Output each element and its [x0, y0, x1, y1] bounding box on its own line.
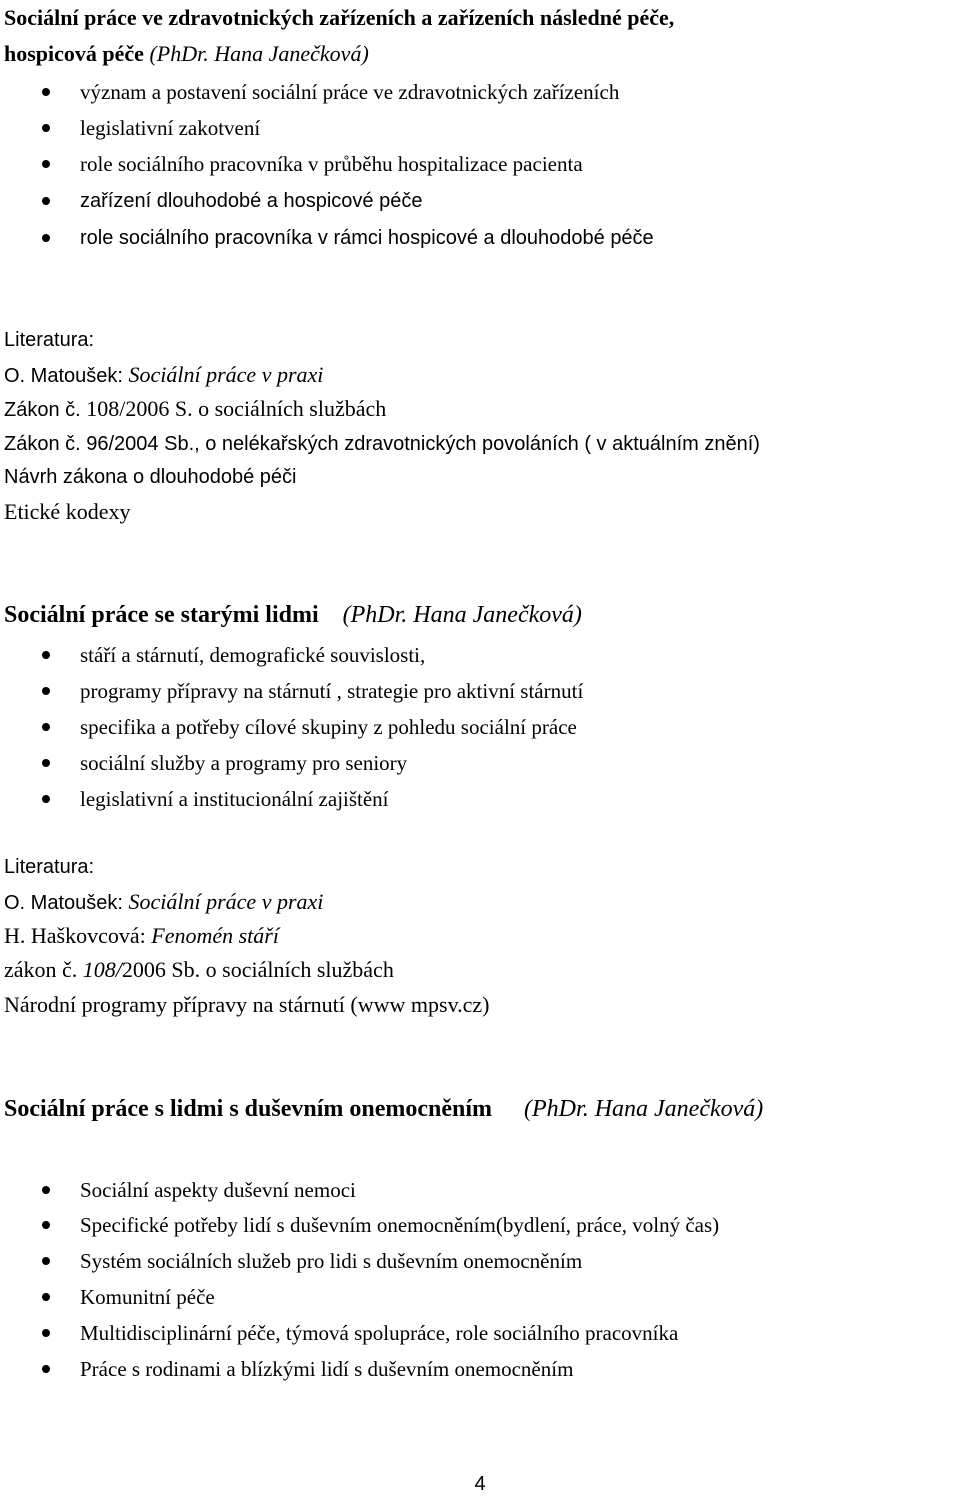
- bullet-icon: [42, 88, 50, 96]
- bullet-icon: [42, 687, 50, 695]
- bullet-icon: [42, 795, 50, 803]
- bullet-icon: [42, 1329, 50, 1337]
- section2-heading: Sociální práce se starými lidmi (PhDr. Hana Janečková): [4, 602, 582, 628]
- section1-lit-item-2: Zákon č. 108/2006 S. o sociálních službách: [4, 396, 387, 421]
- section1-lecturer: (PhDr. Hana Janečková): [149, 41, 369, 66]
- section2-lit-item-1: O. Matoušek: Sociální práce v praxi: [4, 889, 324, 914]
- bullet-icon: [42, 124, 50, 132]
- section2-lit-item-4: Národní programy přípravy na stárnutí (www mpsv.cz): [4, 992, 490, 1017]
- bullet-icon: [42, 1257, 50, 1265]
- bullet-icon: [42, 723, 50, 731]
- section1-lit-item-1: O. Matoušek: Sociální práce v praxi: [4, 362, 324, 387]
- bullet-icon: [42, 759, 50, 767]
- section2-lit-item-2: H. Haškovcová: Fenomén stáří: [4, 923, 279, 948]
- section2-lit-item-3: zákon č. 108/2006 Sb. o sociálních službách: [4, 957, 394, 982]
- bullet-icon: [42, 160, 50, 168]
- section2-literature-label: Literatura:: [4, 856, 95, 878]
- document-page: Sociální práce ve zdravotnických zařízeních a zařízeních následné péče, hospicová péče (PhDr. Hana Janečková) význam a postavení sociální práce ve zdravotnických zařízeních legislativní zakotvení role sociálního pracovníka v průběhu hospitalizace pacienta zařízení dlouhodobé a hospicové péče role sociálního pracovníka v rámci hospicové a dlouhodobé péče Literatura: O. Matoušek: Sociální práce v praxi Zákon č. 108/2006 S. o sociálních službách Zákon č. 96/2004 Sb., o nelékařských zdravotnických povoláních ( v aktuálním znění) Návrh zákona o dlouhodobé péči Etické kodexy Sociální práce se starými lidmi (PhDr. Hana Janečková) stáří a stárnutí, demografické souvislosti, programy přípravy na stárnutí , strategie pro aktivní stárnutí specifika a potřeby cílové skupiny z pohledu sociální práce sociální služby a programy pro seniory legislativní a institucionální zajištění Literatura: O. Matoušek: Sociální práce v praxi H. Haškovcová: Fenomén stáří zákon č. 108/2006 Sb. o sociálních službách Národní programy přípravy na stárnutí (www mpsv.cz) Sociální práce s lidmi s duševním onemocněním (PhDr. Hana Janečková) Sociální aspekty duševní nemoci Specifické potřeby lidí s duševním onemocněním(bydlení, práce, volný čas) Systém sociálních služeb pro lidi s duševním onemocněním Komunitní péče Multidisciplinární péče, týmová spolupráce, role sociálního pracovníka Práce s rodinami a blízkými lidí s duševním onemocněním 4: [0, 0, 960, 1498]
- section1-heading-line1: Sociální práce ve zdravotnických zařízeních a zařízeních následné péče,: [4, 5, 675, 30]
- bullet-icon: [42, 1365, 50, 1373]
- section1-lit-item-3: Zákon č. 96/2004 Sb., o nelékařských zdravotnických povoláních ( v aktuálním znění): [4, 433, 760, 455]
- bullet-icon: [42, 1293, 50, 1301]
- bullet-icon: [42, 1221, 50, 1229]
- section1-lit-item-4: Návrh zákona o dlouhodobé péči: [4, 466, 297, 488]
- page-number: 4: [474, 1473, 486, 1495]
- bullet-icon: [42, 197, 50, 205]
- bullet-icon: [42, 234, 50, 242]
- section3-heading: Sociální práce s lidmi s duševním onemocněním (PhDr. Hana Janečková): [4, 1096, 764, 1122]
- section1-literature-label: Literatura:: [4, 329, 95, 351]
- section1-heading-line2: [4, 36, 369, 72]
- bullet-icon: [42, 1186, 50, 1194]
- bullet-icon: [42, 651, 50, 659]
- section1-heading-bold: hospicová péče: [4, 41, 150, 66]
- section1-lit-item-5: Etické kodexy: [4, 499, 131, 524]
